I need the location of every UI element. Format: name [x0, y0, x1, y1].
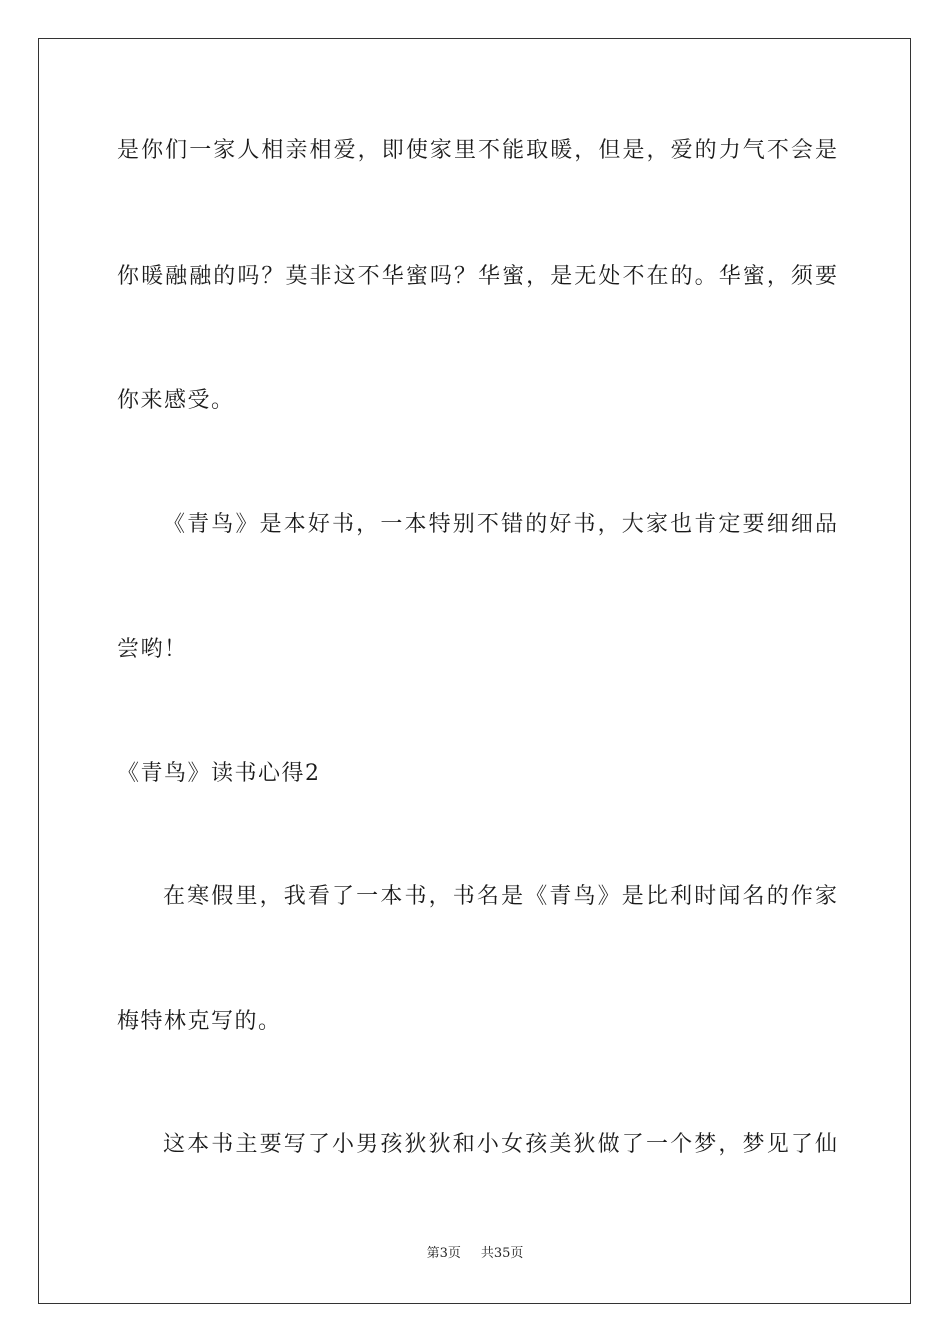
- body-text-line: 尝哟！: [117, 637, 188, 662]
- section-heading: 《青鸟》读书心得2: [117, 761, 321, 786]
- body-text-line: 梅特林克写的。: [117, 1009, 282, 1034]
- page-number: 第3页: [426, 1246, 461, 1261]
- total-pages: 共35页: [480, 1246, 524, 1261]
- page-border: [38, 38, 911, 1304]
- page-footer: [0, 1245, 950, 1263]
- paragraph-first-line: 这本书主要写了小男孩狄狄和小女孩美狄做了一个梦，梦见了仙: [163, 1132, 837, 1157]
- paragraph-first-line: 《青鸟》是本好书，一本特别不错的好书，大家也肯定要细细品: [163, 512, 837, 537]
- body-text-line: 你来感受。: [117, 388, 235, 413]
- body-text-line: 是你们一家人相亲相爱，即使家里不能取暖，但是，爱的力气不会是: [117, 138, 837, 163]
- body-text-line: 你暖融融的吗？莫非这不华蜜吗？华蜜，是无处不在的。华蜜，须要: [117, 264, 837, 289]
- paragraph-first-line: 在寒假里，我看了一本书，书名是《青鸟》是比利时闻名的作家: [163, 884, 837, 909]
